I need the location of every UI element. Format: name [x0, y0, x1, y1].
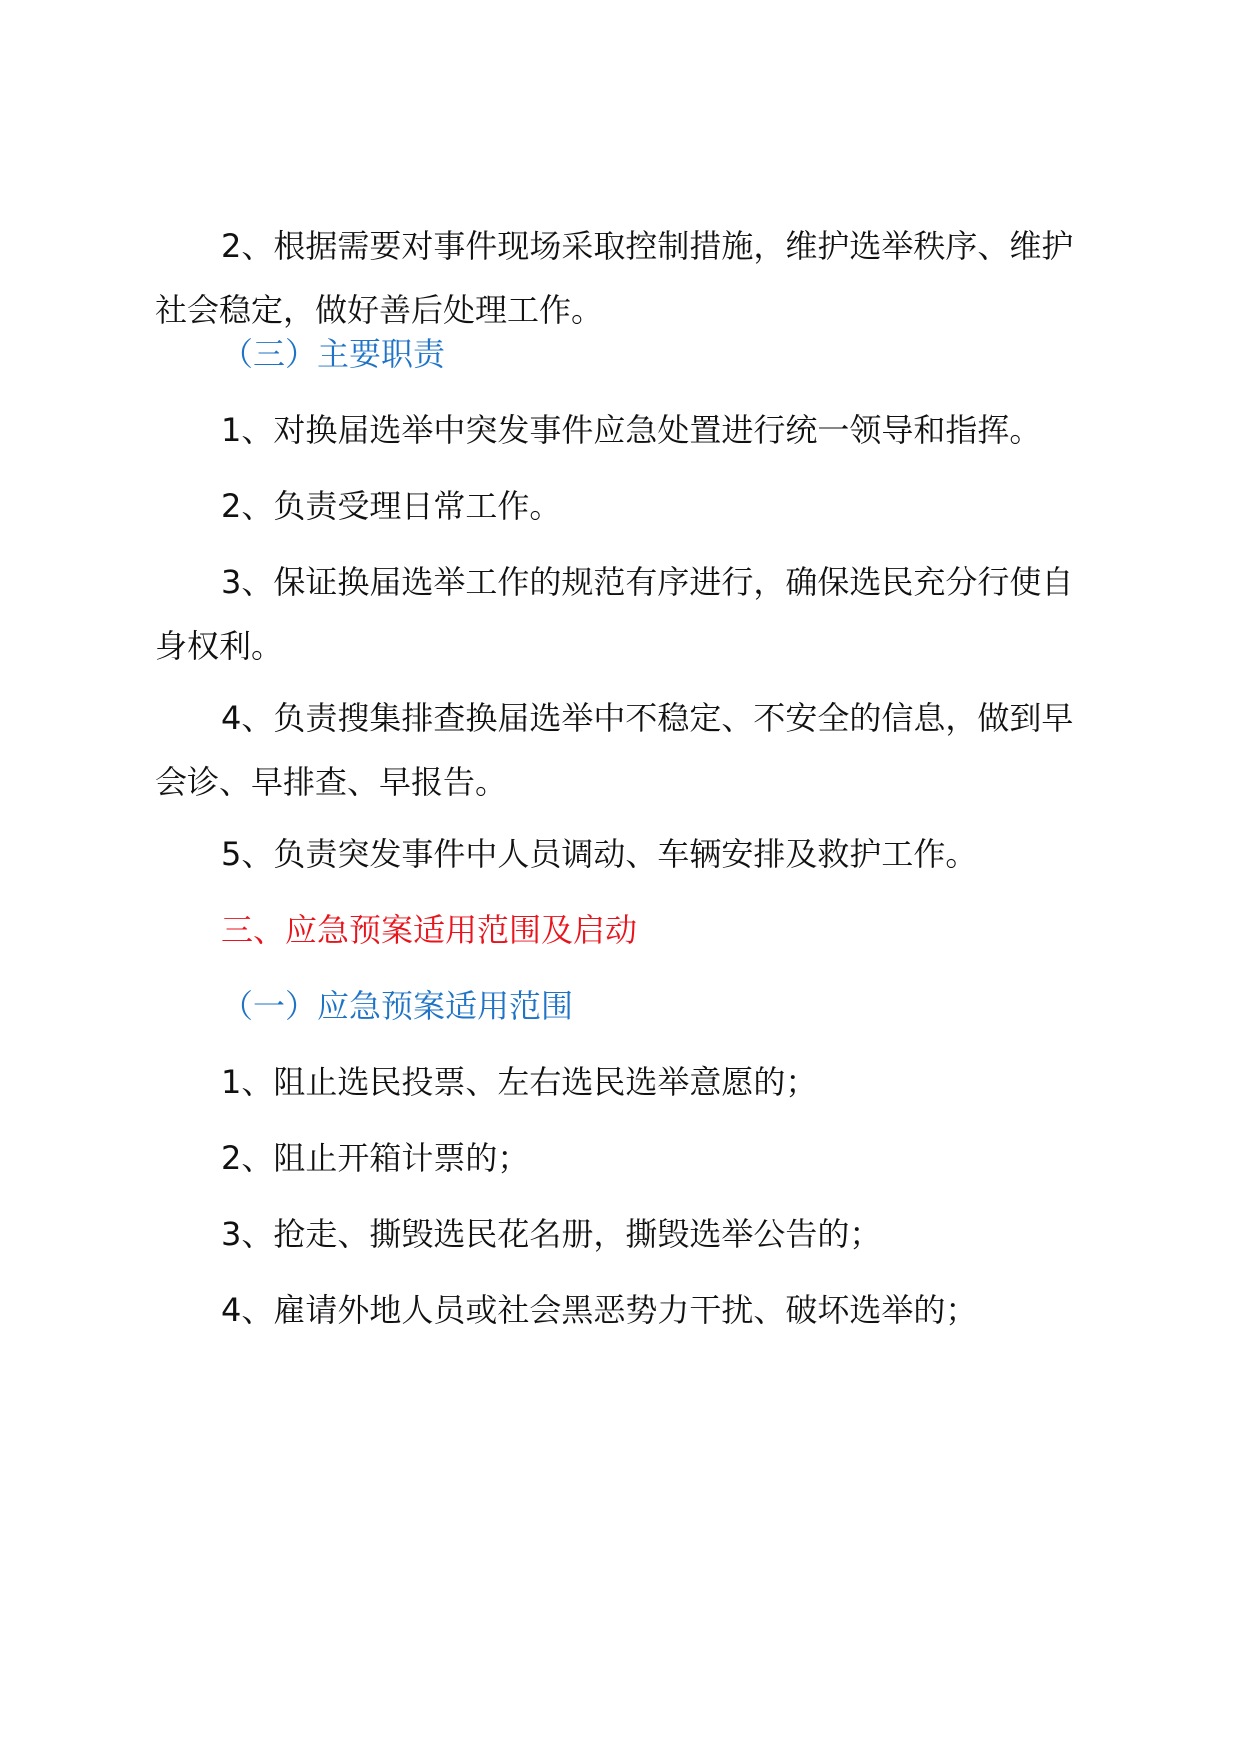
heading-scope: （一）应急预案适用范围 — [221, 987, 574, 1025]
paragraph-duty-1: 1、对换届选举中突发事件应急处置进行统一领导和指挥。 — [221, 411, 1042, 449]
paragraph-duty-4: 4、负责搜集排查换届选举中不稳定、不安全的信息，做到早会诊、早排查、早报告。 — [155, 699, 1074, 801]
paragraph-duty-3: 3、保证换届选举工作的规范有序进行，确保选民充分行使自身权利。 — [155, 563, 1074, 665]
paragraph-scope-3: 3、抢走、撕毁选民花名册，撕毁选举公告的； — [221, 1215, 882, 1253]
paragraph-duty-5: 5、负责突发事件中人员调动、车辆安排及救护工作。 — [221, 835, 978, 873]
paragraph-control-measures: 2、根据需要对事件现场采取控制措施，维护选举秩序、维护社会稳定，做好善后处理工作。 — [155, 227, 1074, 329]
paragraph-duty-2: 2、负责受理日常工作。 — [221, 487, 562, 525]
heading-section-three: 三、应急预案适用范围及启动 — [221, 911, 638, 949]
paragraph-scope-2: 2、阻止开箱计票的； — [221, 1139, 530, 1177]
paragraph-scope-1: 1、阻止选民投票、左右选民选举意愿的； — [221, 1063, 818, 1101]
heading-main-duties: （三）主要职责 — [221, 335, 446, 373]
paragraph-scope-4: 4、雇请外地人员或社会黑恶势力干扰、破坏选举的； — [221, 1291, 978, 1329]
